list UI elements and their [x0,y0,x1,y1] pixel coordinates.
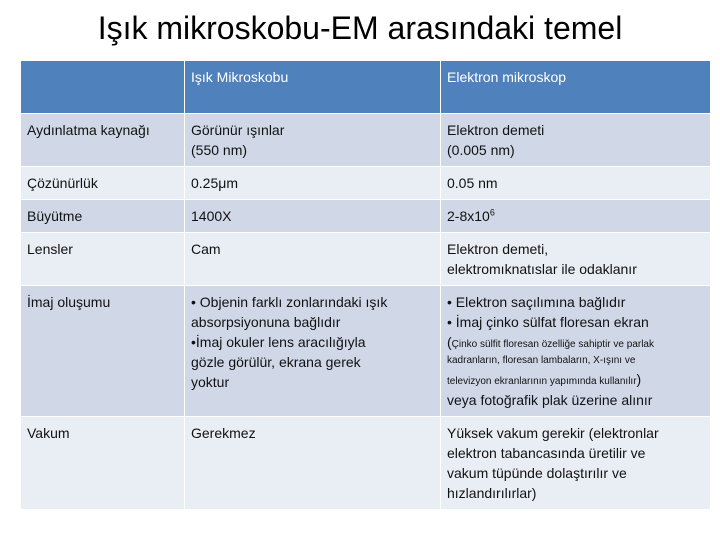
em-cell [441,114,711,167]
cell-line: 1400X [191,208,232,224]
header-light-microscope: Işık Mikroskobu [185,61,441,114]
cell-line: vakum tüpünde dolaştırılır ve [447,465,627,481]
light-cell [185,167,441,200]
cell-line: Yüksek vakum gerekir (elektronlar [447,425,659,441]
cell-line: 0.05 nm [447,175,498,191]
cell-line: veya fotoğrafik plak üzerine alınır [447,392,653,408]
table-row [21,114,711,167]
cell-line: absorpsiyonuna bağlıdır [191,314,341,330]
cell-line: • Objenin farklı zonlarındaki ışık [191,294,388,310]
cell-line: hızlandırılırlar) [447,485,537,501]
light-cell [185,417,441,510]
cell-line: (0.005 nm) [447,142,515,158]
magnification-exponent: 6 [489,207,495,218]
cell-line: •İmaj okuler lens aracılığıyla [191,334,366,350]
cell-line: (550 nm) [191,142,248,158]
em-cell [441,233,711,286]
em-cell [441,286,711,417]
footnote-close-paren: ) [636,371,642,387]
cell-line: gözle görülür, ekrana gerek [191,354,361,370]
cell-line: • İmaj çinko sülfat floresan ekran [447,314,649,330]
magnification-base: 2-8x10 [447,208,490,224]
table-row [21,233,711,286]
footnote-line: Çinko sülfit floresan özelliğe sahiptir ve parlak [451,339,654,350]
cell-line: Gerekmez [191,425,256,441]
row-label: İmaj oluşumu [21,286,185,417]
footnote-open-paren: ( [447,334,452,350]
table-row [21,417,711,510]
table-header-row [21,61,711,114]
cell-line: yoktur [191,374,230,390]
cell-line: Görünür ışınlar [191,122,285,138]
cell-line: Elektron demeti, [447,241,549,257]
footnote-block [447,332,704,353]
footnote-line: televizyon ekranlarının yapımında kullanılır [447,376,637,387]
light-cell [185,233,441,286]
em-cell [441,200,711,233]
table-row [21,167,711,200]
cell-line: • Elektron saçılımına bağlıdır [447,294,626,310]
table-row [21,200,711,233]
cell-line: Elektron demeti [447,122,545,138]
cell-line: Cam [191,241,221,257]
cell-line: elektromıknatıslar ile odaklanır [447,261,637,277]
row-label: Lensler [21,233,185,286]
footnote-line: kadranların, floresan lambaların, X-ışını ve [447,355,636,366]
row-label: Çözünürlük [21,167,185,200]
header-electron-microscope: Elektron mikroskop [441,61,711,114]
footnote-block [447,369,704,390]
table-row [21,286,711,417]
cell-line: 0.25μm [191,175,238,191]
page-title: Işık mikroskobu-EM arasındaki temel [97,10,623,46]
row-label: Aydınlatma kaynağı [21,114,185,167]
cell-line: elektron tabancasında üretilir ve [447,445,646,461]
light-cell [185,200,441,233]
em-cell [441,167,711,200]
row-label: Büyütme [21,200,185,233]
light-cell [185,114,441,167]
em-cell [441,417,711,510]
comparison-table [20,60,711,510]
header-empty-cell [21,61,185,114]
light-cell [185,286,441,417]
row-label: Vakum [21,417,185,510]
